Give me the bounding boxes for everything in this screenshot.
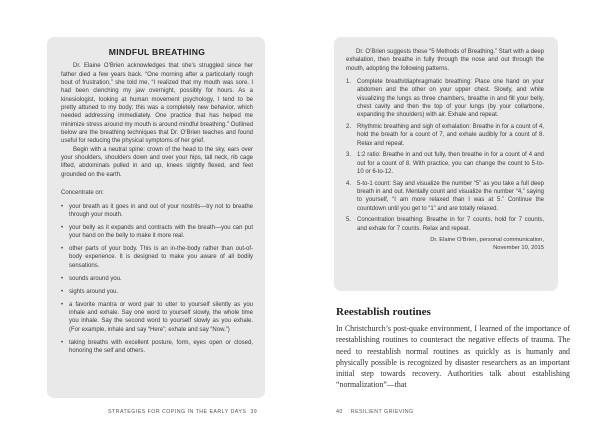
item-text: 5-to-1 count: Say and visualize the number “5” as you take a full deep breath in and out. Mentally count and visualize the number “4,” saying to yourself, “I am more relaxed than I was at 5.” Continue the countdown until you get to “1” and are totally relaxed.: [357, 180, 544, 212]
mindful-breathing-sidebar: [47, 37, 265, 398]
methods-list: [346, 78, 544, 233]
sidebar-paragraph: Begin with a neutral spine: crown of the head to the sky, ears over your shoulders, shoulders down and over your hips, tall neck, rib cage lifted, abdominals pulled in and up, knees slightly flexed, and feet grounded on the earth.: [61, 146, 253, 178]
item-number: 1.: [346, 79, 352, 86]
list-item: [346, 180, 544, 213]
left-page-footer: [108, 409, 261, 415]
item-text: Rhythmic breathing and sigh of exhalation: Breathe in for a count of 4, hold the breath for a count of 7, and exhale audibly for a count of 8. Relax and repeat.: [357, 124, 544, 147]
item-text: Complete breath/diaphragmatic breathing: Place one hand on your abdomen and the other on your upper chest. Slowly, and while visualizing the lungs as three chambers, breathe in and fill your belly, chest cavity and then the top of your lungs (by your collarbone, expanding the shoulders) with air. Exhale and repeat.: [357, 79, 544, 119]
concentrate-list: [61, 203, 253, 356]
list-item: [346, 151, 544, 176]
item-number: 3.: [346, 152, 352, 159]
sidebar-paragraph: Dr. Elaine O’Brien acknowledges that she’s struggled since her father died a few years back. “One morning after a particularly rough bout of frustration,” she told me, “I realized that my mouth was sore. I had been clenching my jaw overnight, possibly for hours. As a kinesiologist, looking at human movement psychology, I tend to be pretty attuned to my body; this was a completely new behavior, which needed addressing immediately. One practice that has helped me minimize stress around my mouth is around mindful breathing.” Outlined below are the breathing techniques that Dr. O’Brien teaches and found useful for reducing the physical symptoms of her grief.: [61, 63, 253, 145]
list-item: • sights around you.: [61, 288, 253, 296]
running-head: RESILIENT GRIEVING: [350, 409, 414, 415]
item-text: 1:2 ratio: Breathe in and out fully, then breathe in for a count of 4 and out for a count of 8. With practice, you can change the count to 5-to-10 or 6-to-12.: [357, 152, 544, 176]
list-item: • sounds around you.: [61, 275, 253, 283]
item-number: 4.: [346, 180, 352, 187]
citation: [346, 237, 544, 252]
sidebar-intro: Dr. O’Brien suggests these “5 Methods of Breathing.” Start with a deep exhalation, then breathe in fully through the nose and out through the mouth, adopting the following patterns.: [346, 49, 544, 72]
right-page-footer: [336, 409, 414, 415]
list-item: [346, 78, 544, 120]
item-text: Concentration breathing: Breathe in for 7 counts, hold for 7 counts, and exhale for 7 counts. Relax and repeat.: [357, 217, 544, 232]
list-item: • your belly as it expands and contracts with the breath—you can put your hand on the belly to make it more real.: [61, 224, 253, 241]
citation-date: November 10, 2015: [493, 244, 544, 251]
list-item: • a favorite mantra or word pair to utter to yourself silently as you inhale and exhale. Say one word to yourself slowly, the whole time you inhale. Say the second word to yourself slowly as you exhale. (For example, inhale and say “Here”; exhale and say “Now.”): [61, 301, 253, 334]
list-item: • other parts of your body. This is an in-the-body rather than out-of-body experience. It is designed to make you aware of all bodily sensations.: [61, 245, 253, 270]
page-number: 40: [336, 409, 343, 415]
citation-line: Dr. Elaine O’Brien, personal communication,: [430, 237, 544, 244]
page-number: 39: [250, 409, 258, 415]
breathing-methods-sidebar: [334, 37, 558, 291]
section-heading: Reestablish routines: [336, 306, 431, 318]
list-item: [346, 216, 544, 233]
item-number: 2.: [346, 124, 352, 131]
body-paragraph: In Christchurch’s post-quake environment, I learned of the importance of reestablishing routines to counteract the negative effects of trauma. The need to reestablish normal routines as quickly as is humanly and physically possible is recognized by disaster researchers as an important initial step towards recovery. Authorities talk about establishing “normalization”—that: [336, 324, 570, 390]
running-head: STRATEGIES FOR COPING IN THE EARLY DAYS: [108, 409, 247, 415]
list-item: [346, 123, 544, 148]
list-item: • taking breaths with excellent posture, form, eyes open or closed, honoring the self and others.: [61, 339, 253, 356]
concentrate-label: Concentrate on:: [61, 190, 104, 197]
list-item: • your breath as it goes in and out of your nostrils—try not to breathe through your mouth.: [61, 203, 253, 220]
sidebar-title: MINDFUL BREATHING: [108, 47, 206, 57]
item-number: 5.: [346, 217, 352, 224]
